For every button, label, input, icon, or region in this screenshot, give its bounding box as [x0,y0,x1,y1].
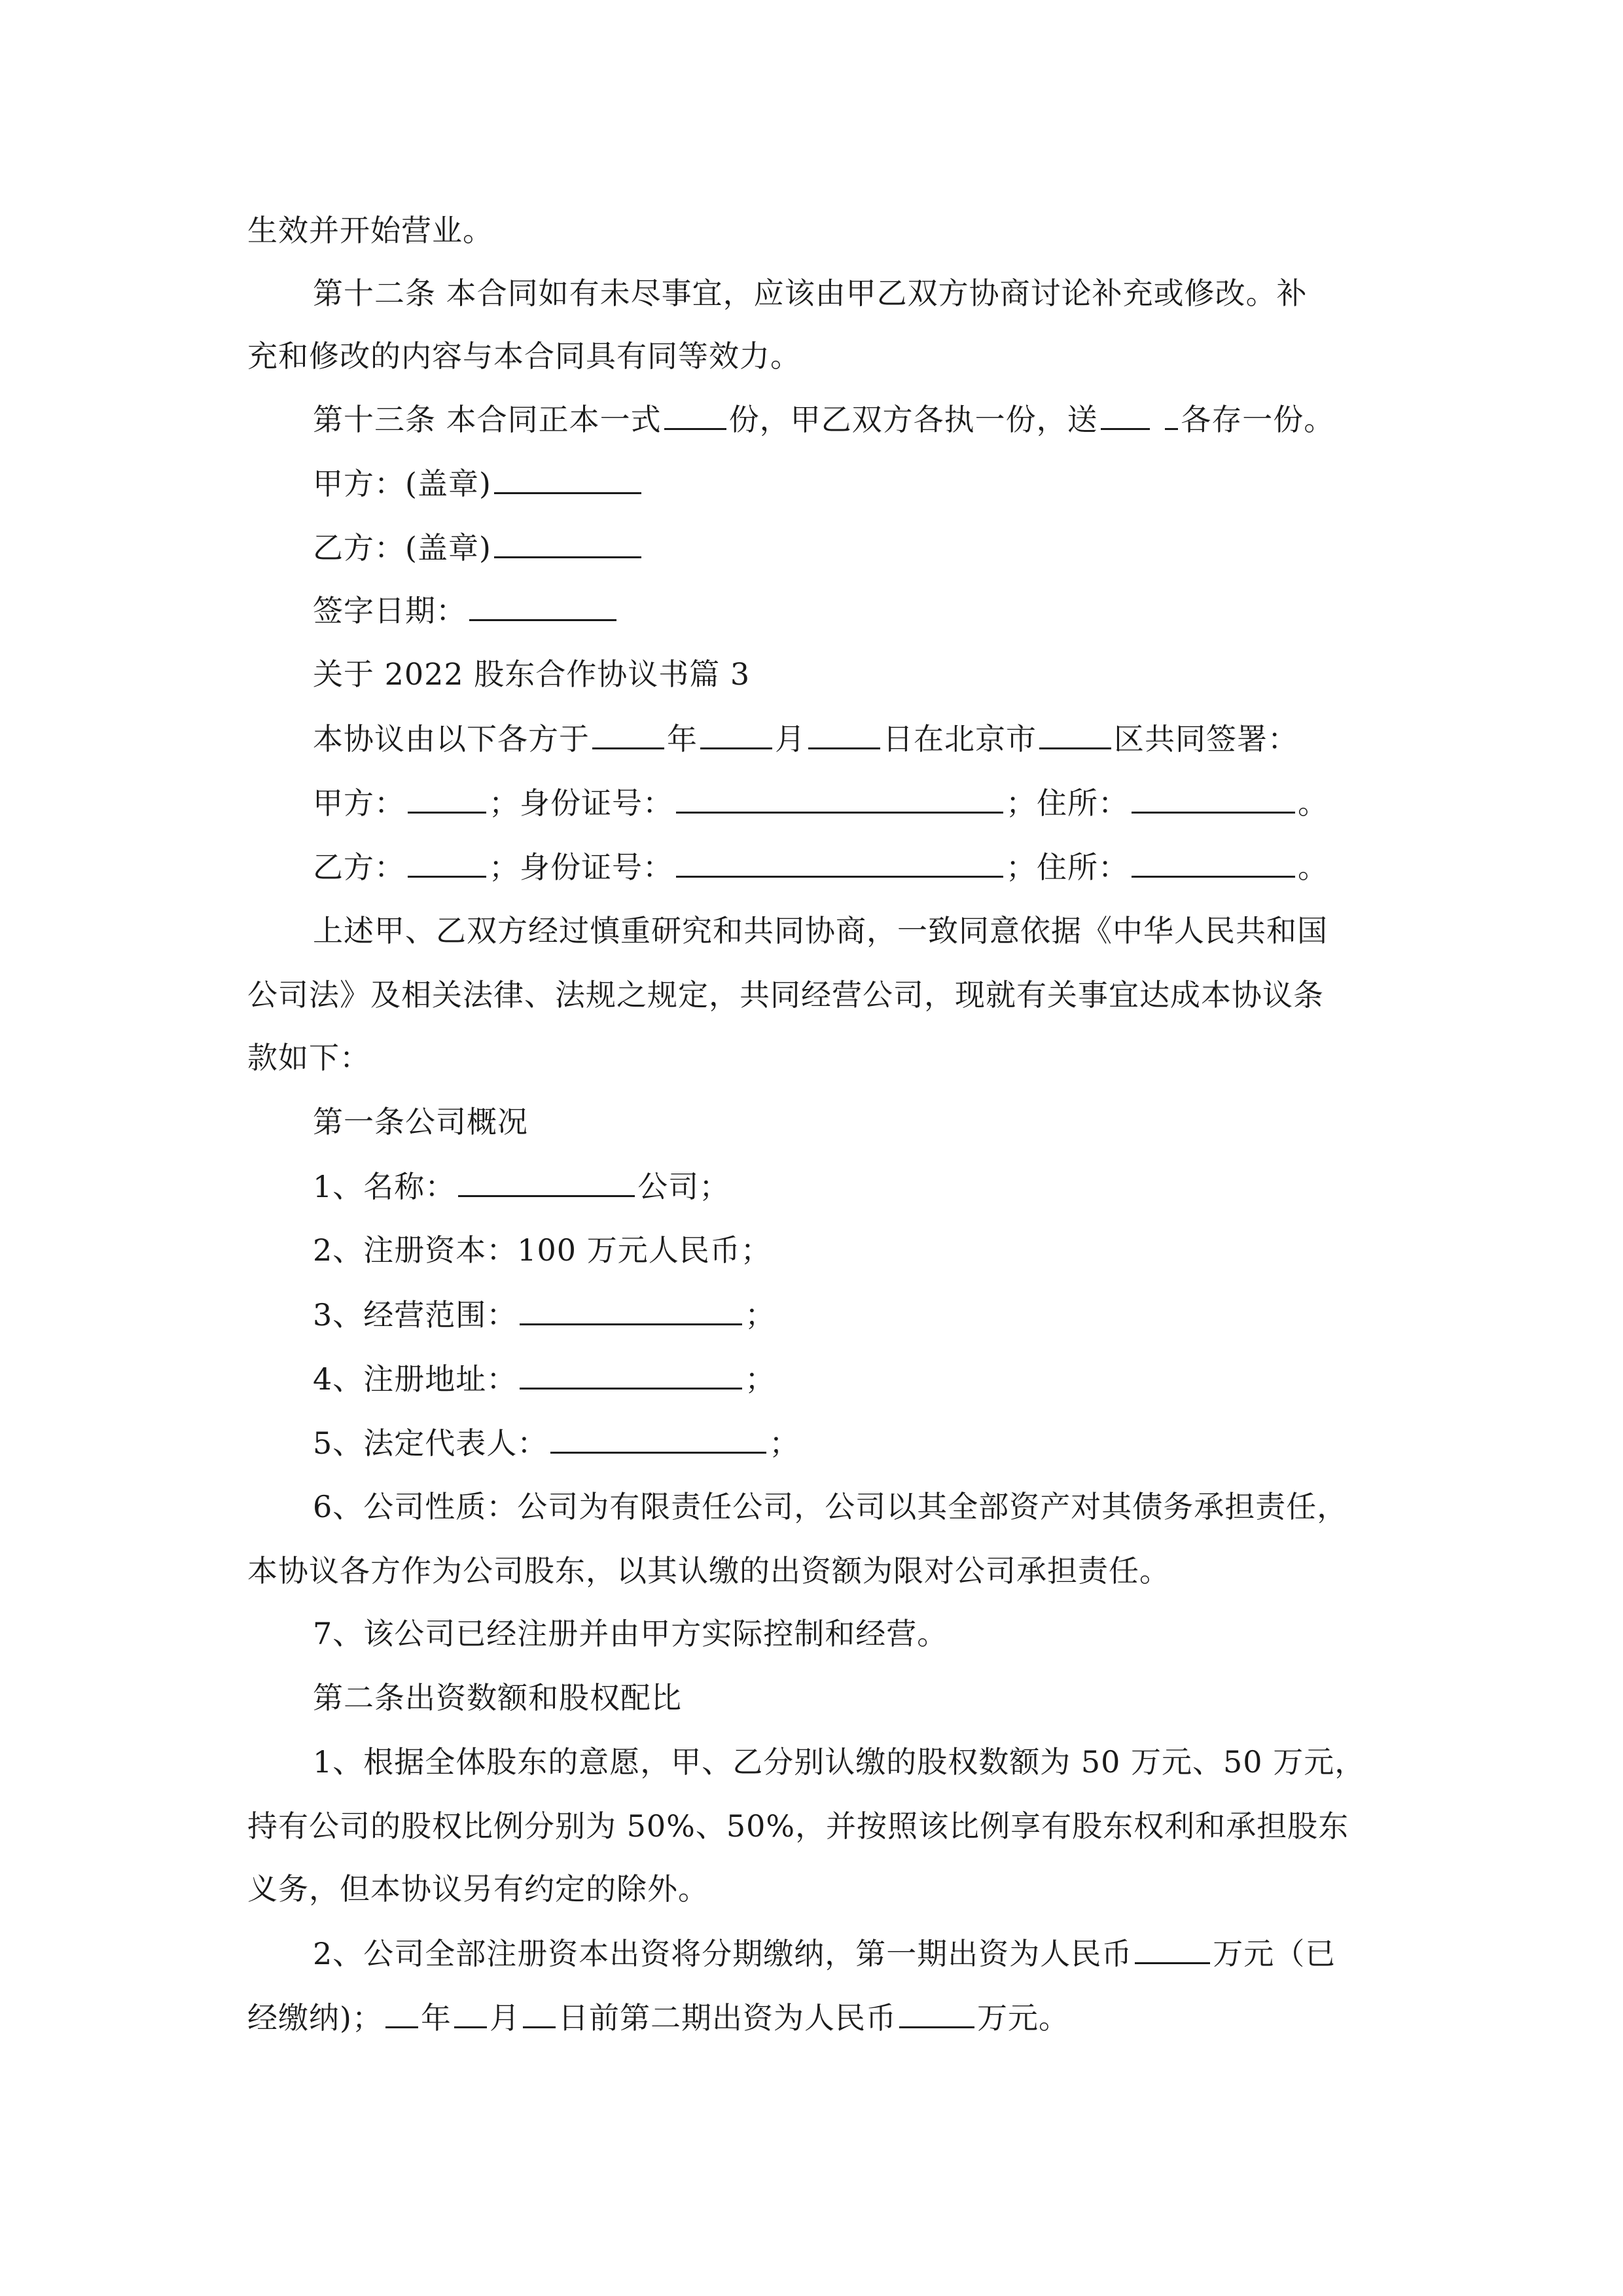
fill-in-blank [408,783,486,814]
legal-representative-item [313,1423,800,1463]
party-b-info [313,847,1329,887]
fill-in-blank [469,590,616,621]
signature-line-party-b [313,528,644,567]
fill-in-blank [520,1295,742,1325]
text-line-9 [313,719,1298,759]
text-segment: 生效并开始营业。 [247,213,493,248]
text-segment: 3、经营范围： [313,1297,518,1333]
text-segment: 公司； [637,1169,730,1204]
registered-capital-item [313,1230,772,1270]
fill-in-blank [520,1359,742,1390]
text-line-29 [247,1998,1069,2037]
article-1-heading [313,1102,528,1141]
fill-in-blank [899,1998,974,2028]
business-scope-item [313,1295,776,1335]
text-segment: 月 [489,2000,520,2036]
text-line-14 [247,1038,370,1077]
text-segment: 第十三条 本合同正本一式 [313,402,662,437]
signature-line-party-a [313,463,644,503]
text-segment: 。 [1298,785,1329,821]
text-segment: 第一条公司概况 [313,1104,528,1139]
text-segment: 份，甲乙双方各执一份，送 [728,402,1098,437]
text-segment: 乙方：(盖章) [313,530,491,565]
section-title [313,655,750,694]
text-segment: 2、公司全部注册资本出资将分期缴纳，第一期出资为人民币 [313,1936,1133,1971]
fill-in-blank [1165,399,1178,430]
fill-in-blank [523,1998,556,2028]
fill-in-blank [550,1423,766,1454]
fill-in-blank [494,463,641,494]
text-line-26 [247,1806,1349,1846]
text-segment: ；住所： [1006,850,1129,885]
text-line-23 [313,1614,948,1653]
text-line-4 [313,399,1334,439]
text-line-25 [313,1742,1365,1782]
text-segment: ；身份证号： [489,785,673,821]
text-segment: 签字日期： [313,593,467,628]
text-segment: 万元。 [976,2000,1069,2036]
text-line-21 [313,1487,1347,1526]
text-segment: 甲方：(盖章) [313,466,491,501]
text-segment: 充和修改的内容与本合同具有同等效力。 [247,338,801,374]
text-segment: ； [745,1297,776,1333]
text-segment: ； [769,1426,800,1461]
text-segment: 年 [667,721,698,757]
text-segment: 6、公司性质：公司为有限责任公司，公司以其全部资产对其债务承担责任， [313,1489,1348,1524]
text-segment: 乙方： [313,850,405,885]
text-segment: 2、注册资本：100 万元人民币； [313,1232,772,1268]
text-segment: 5、法定代表人： [313,1426,548,1461]
fill-in-blank [1132,783,1295,814]
text-segment: 关于 2022 股东合作协议书篇 3 [313,656,751,692]
text-segment: 第二条出资数额和股权配比 [313,1680,682,1715]
fill-in-blank [808,719,880,749]
text-segment: ；住所： [1006,785,1129,821]
fill-in-blank [494,528,641,558]
text-segment: 款如下： [247,1040,370,1075]
text-segment: 1、名称： [313,1169,456,1204]
text-segment: 4、注册地址： [313,1361,518,1397]
text-segment: 。 [1298,850,1329,885]
signing-date-line [313,590,619,630]
fill-in-blank [1135,1933,1210,1964]
registered-address-item [313,1359,776,1399]
text-segment: 万元（已 [1213,1936,1336,1971]
party-a-info [313,783,1329,823]
text-segment: 月 [775,721,806,757]
text-line-27 [247,1869,709,1909]
fill-in-blank [676,783,1003,814]
text-segment: 义务，但本协议另有约定的除外。 [247,1871,709,1907]
company-name-item [313,1166,730,1206]
text-segment: 本协议由以下各方于 [313,721,590,757]
text-segment: 第十二条 本合同如有未尽事宜，应该由甲乙双方协商讨论补充或修改。补 [313,276,1308,311]
text-segment: 7、该公司已经注册并由甲方实际控制和经营。 [313,1616,948,1651]
text-line-28 [313,1933,1336,1973]
text-line-1 [247,211,493,250]
text-line-3 [247,336,801,376]
fill-in-blank [408,847,486,878]
fill-in-blank [592,719,664,749]
text-segment: 年 [420,2000,452,2036]
text-segment: 上述甲、乙双方经过慎重研究和共同协商，一致同意依据《中华人民共和国 [313,913,1328,948]
fill-in-blank [1039,719,1111,749]
text-segment: 区共同签署： [1114,721,1298,757]
text-segment: 本协议各方作为公司股东，以其认缴的出资额为限对公司承担责任。 [247,1553,1170,1588]
fill-in-blank [676,847,1003,878]
text-segment: 各存一份。 [1181,402,1335,437]
text-segment: 公司法》及相关法律、法规之规定，共同经营公司，现就有关事宜达成本协议条 [247,977,1324,1013]
fill-in-blank [664,399,726,430]
fill-in-blank [1101,399,1150,430]
text-segment: ；身份证号： [489,850,673,885]
fill-in-blank [1132,847,1295,878]
text-line-12 [313,911,1328,950]
text-segment: 经缴纳)； [247,2000,383,2036]
text-segment [1152,402,1163,437]
text-segment: 持有公司的股权比例分别为 50%、50%，并按照该比例享有股东权利和承担股东 [247,1808,1349,1844]
text-line-2 [313,274,1308,313]
fill-in-blank [458,1166,635,1197]
text-line-22 [247,1551,1170,1590]
text-segment: 甲方： [313,785,405,821]
text-segment: ； [745,1361,776,1397]
article-2-heading [313,1678,682,1717]
text-segment: 1、根据全体股东的意愿，甲、乙分别认缴的股权数额为 50 万元、50 万元， [313,1744,1366,1780]
text-segment: 日在北京市 [883,721,1037,757]
fill-in-blank [454,1998,487,2028]
fill-in-blank [385,1998,418,2028]
text-line-13 [247,975,1324,1014]
fill-in-blank [700,719,772,749]
text-segment: 日前第二期出资为人民币 [558,2000,897,2036]
